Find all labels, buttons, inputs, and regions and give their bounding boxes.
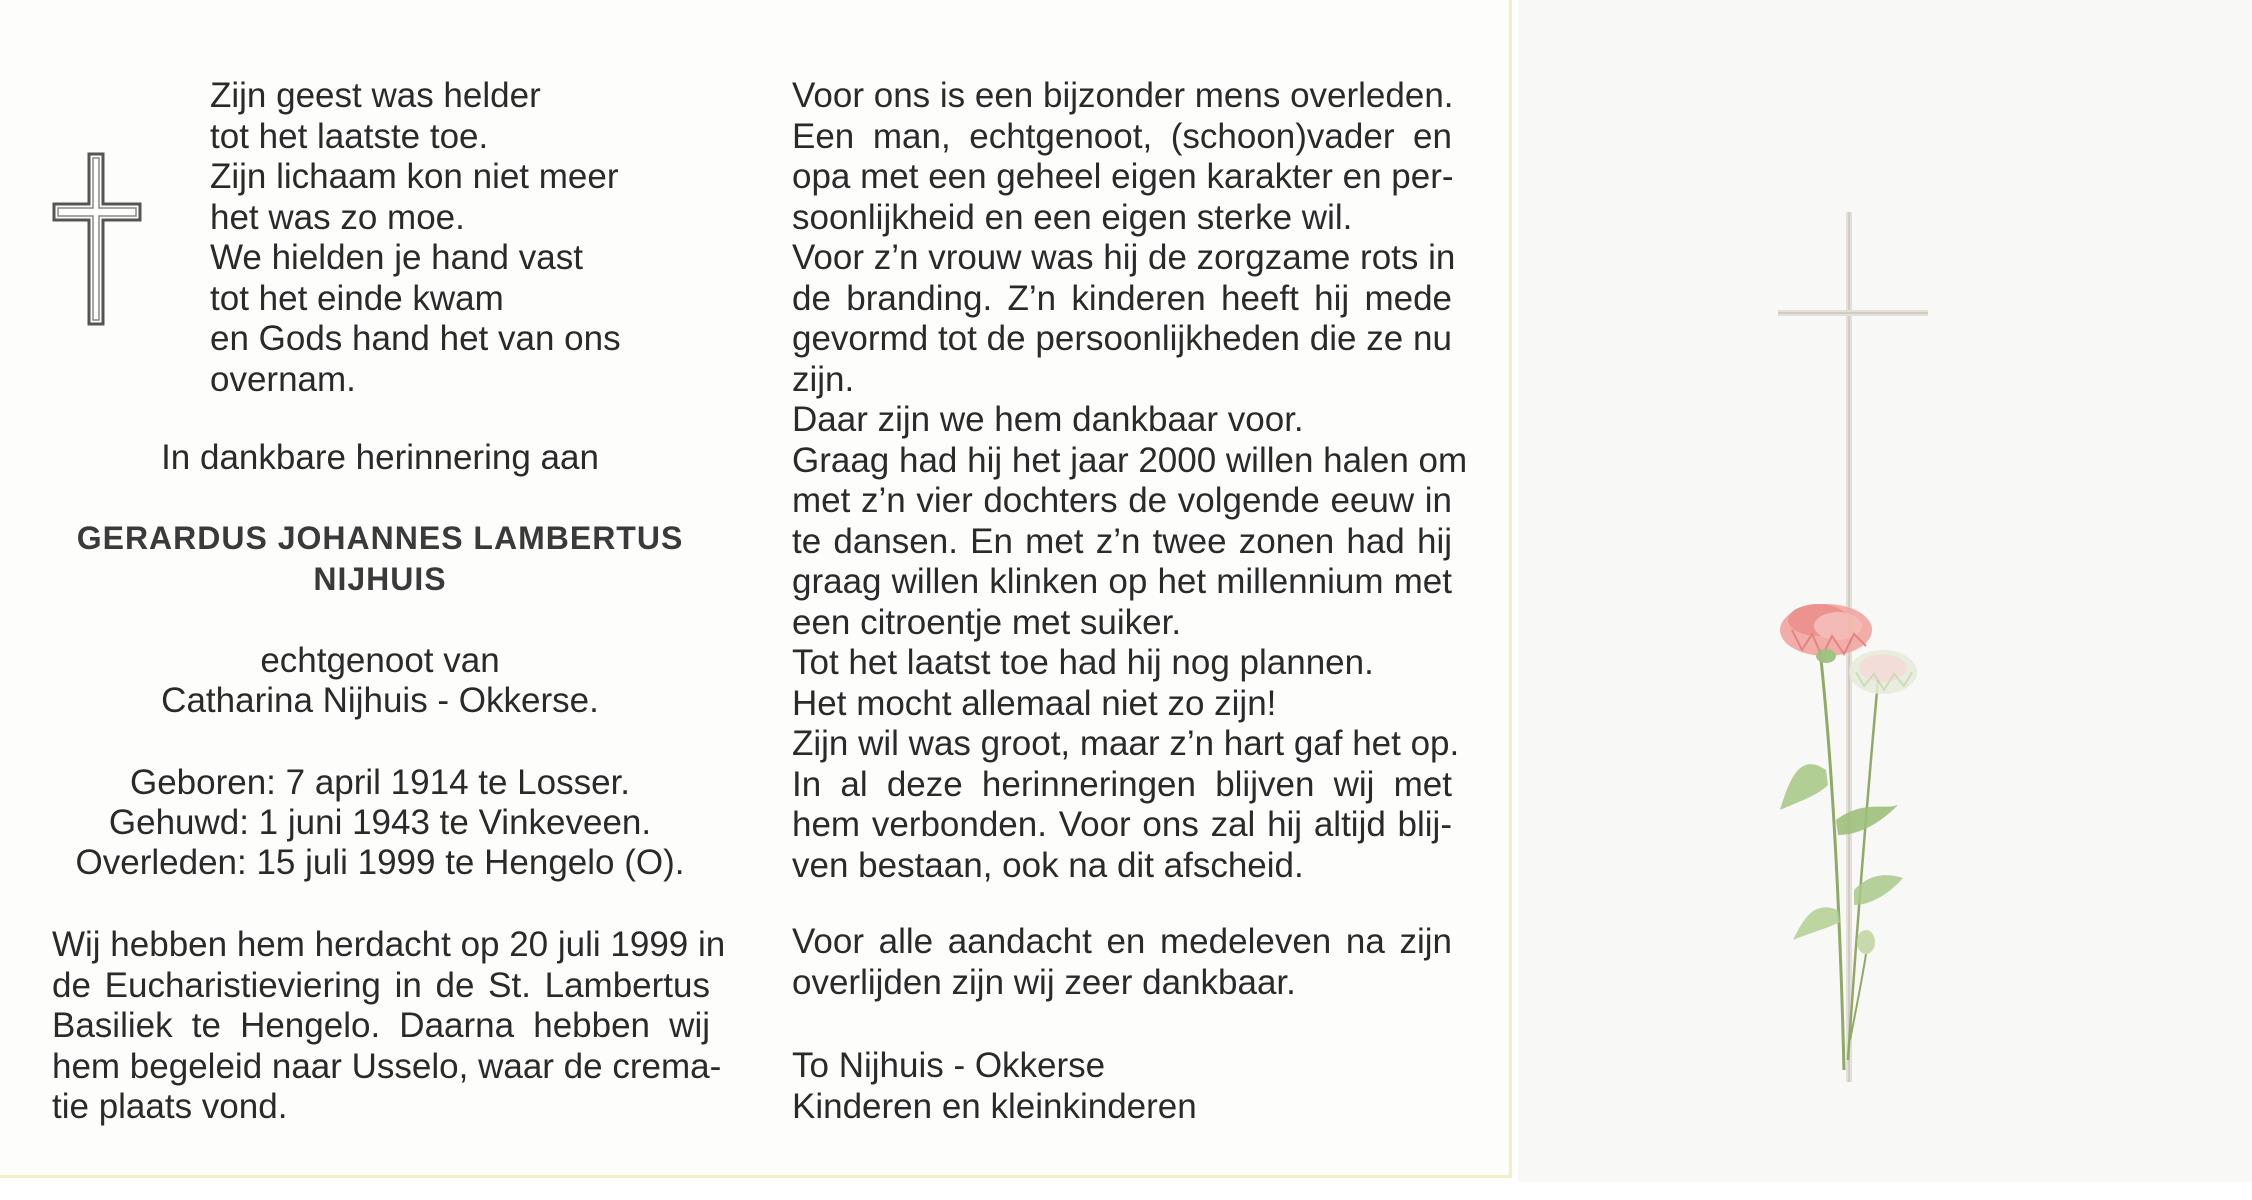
- paragraph-line: Een man, echtgenoot, (schoon)vader en: [792, 116, 1452, 156]
- died-date: Overleden: 15 juli 1999 te Hengelo (O).: [75, 843, 685, 882]
- paragraph-line: hem begeleid naar Usselo, waar de crema-: [52, 1046, 722, 1086]
- deceased-name-line2: NIJHUIS: [313, 561, 447, 597]
- paragraph-line: Basiliek te Hengelo. Daarna hebben wij: [52, 1006, 710, 1045]
- poem-line: tot het laatste toe.: [210, 116, 489, 156]
- thanks-paragraph: [792, 922, 1452, 1003]
- paragraph-line: gevormd tot de persoonlijkheden die ze nu: [792, 319, 1452, 358]
- paragraph-line: Wij hebben hem herdacht op 20 juli 1999 in: [52, 925, 726, 964]
- poem-line: Zijn lichaam kon niet meer: [210, 157, 619, 196]
- paragraph-line: ven bestaan, ook na dit afscheid.: [792, 845, 1304, 885]
- poem-line: Zijn geest was helder: [210, 76, 541, 115]
- cross-with-flowers-illustration: [1778, 210, 2078, 1090]
- born-date: Geboren: 7 april 1914 te Losser.: [129, 763, 631, 802]
- poem-line: overnam.: [210, 359, 356, 399]
- spouse-name: Catharina Nijhuis - Okkerse.: [161, 681, 599, 720]
- poem-line: het was zo moe.: [210, 197, 465, 237]
- tribute-paragraph: [792, 76, 1468, 886]
- paragraph-line: tie plaats vond.: [52, 1087, 288, 1126]
- paragraph-line: Het mocht allemaal niet zo zijn!: [792, 683, 1277, 723]
- poem-line: en Gods hand het van ons: [210, 319, 621, 358]
- paragraph-line: te dansen. En met z’n twee zonen had hij: [792, 521, 1452, 561]
- poem-line: We hielden je hand vast: [210, 238, 583, 277]
- paragraph-line: hem verbonden. Voor ons zal hij altijd blij-: [792, 805, 1452, 844]
- paragraph-line: opa met een geheel eigen karakter en per-: [792, 157, 1454, 196]
- paragraph-line: soonlijkheid en een eigen sterke wil.: [792, 197, 1353, 237]
- poem: [210, 76, 621, 400]
- paragraph-line: Graag had hij het jaar 2000 willen halen om: [792, 440, 1468, 480]
- married-date: Gehuwd: 1 juni 1943 te Vinkeveen.: [108, 803, 652, 842]
- paragraph-line: Voor z’n vrouw was hij de zorgzame rots in: [792, 238, 1456, 277]
- paragraph-line: de branding. Z’n kinderen heeft hij mede: [792, 278, 1452, 318]
- paragraph-line: overlijden zijn wij zeer dankbaar.: [792, 962, 1296, 1002]
- paragraph-line: Voor alle aandacht en medeleven na zijn: [792, 922, 1452, 961]
- paragraph-line: een citroentje met suiker.: [792, 602, 1182, 642]
- paragraph-line: de Eucharistieviering in de St. Lambertus: [52, 965, 710, 1005]
- spouse-label: echtgenoot van: [260, 641, 500, 680]
- paragraph-line: zijn.: [792, 359, 855, 399]
- poem-line: tot het einde kwam: [210, 278, 504, 318]
- paragraph-line: Voor ons is een bijzonder mens overleden.: [792, 76, 1454, 115]
- paragraph-line: Tot het laatst toe had hij nog plannen.: [792, 643, 1374, 682]
- paragraph-line: Zijn wil was groot, maar z’n hart gaf het op.: [792, 724, 1460, 763]
- signature-line2: Kinderen en kleinkinderen: [792, 1087, 1197, 1126]
- cross-icon: [52, 152, 144, 328]
- memorial-card-cover-page: [1518, 0, 2252, 1182]
- paragraph-line: In al deze herinneringen blijven wij met: [792, 764, 1452, 804]
- deceased-name-line1: GERARDUS JOHANNES LAMBERTUS: [76, 520, 684, 556]
- service-paragraph: [52, 925, 726, 1128]
- signature-line1: To Nijhuis - Okkerse: [792, 1046, 1106, 1085]
- paragraph-line: met z’n vier dochters de volgende eeuw in: [792, 481, 1452, 520]
- paragraph-line: graag willen klinken op het millennium met: [792, 562, 1452, 601]
- memorial-intro: In dankbare herinnering aan: [161, 438, 599, 477]
- paragraph-line: Daar zijn we hem dankbaar voor.: [792, 400, 1304, 439]
